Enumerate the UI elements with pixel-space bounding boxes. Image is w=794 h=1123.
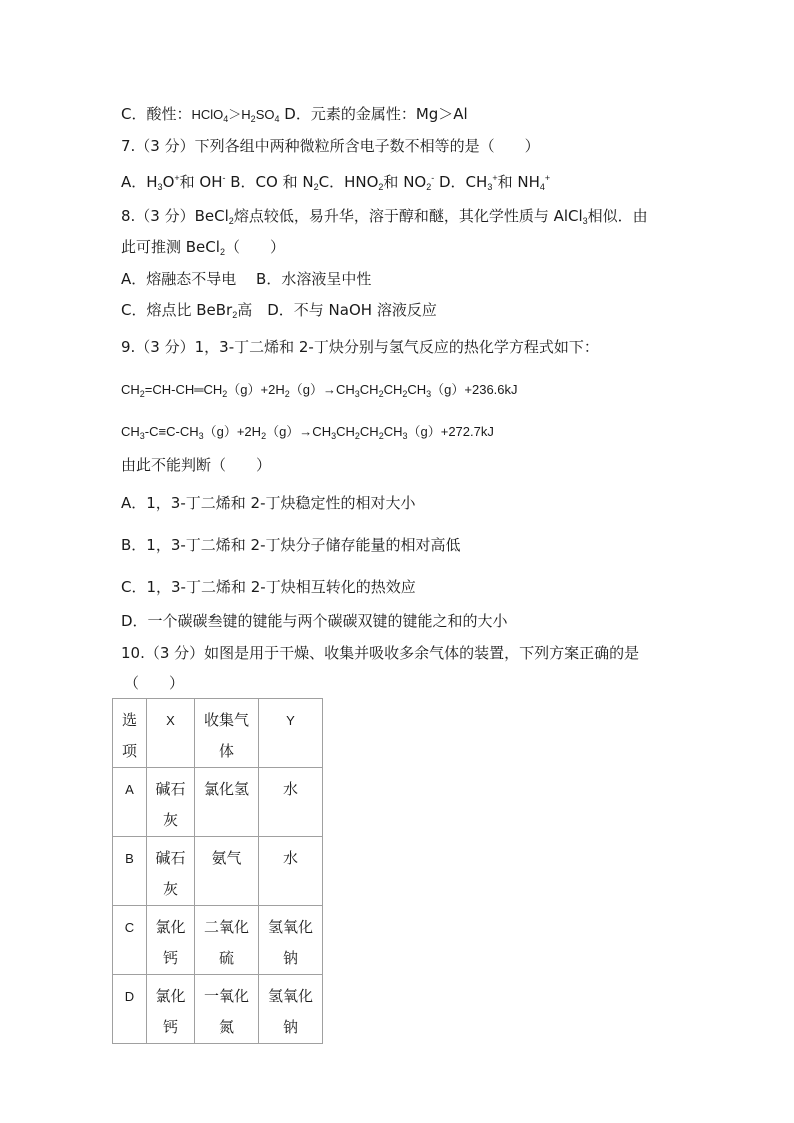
text: C．HNO xyxy=(318,173,379,191)
options-table-body xyxy=(113,699,323,1044)
text: 和 NO xyxy=(383,173,427,191)
text: 熔点较低，易升华，溶于醇和醚，其化学性质与 AlCl xyxy=(233,207,583,225)
formula: CH xyxy=(336,424,355,439)
cell-text: 一氧化 xyxy=(203,987,249,1005)
table-cell xyxy=(259,699,323,768)
superscript: - xyxy=(431,173,435,183)
table-cell xyxy=(147,975,195,1044)
question-8-options-cd xyxy=(121,300,437,320)
text: A．熔融态不导电 B．水溶液呈中性 xyxy=(121,270,372,288)
subscript: 2 xyxy=(261,431,267,441)
table-cell xyxy=(259,768,323,837)
question-7-title xyxy=(121,136,540,156)
text: 9.（3 分）1，3-丁二烯和 2-丁炔分别与氢气反应的热化学方程式如下： xyxy=(121,338,599,356)
option-line-6c xyxy=(121,104,468,125)
formula: （g）+2H xyxy=(203,424,262,439)
table-header-row xyxy=(113,699,323,768)
cell-text: 项 xyxy=(121,742,137,760)
question-9-option-d xyxy=(121,611,508,631)
question-9-stem xyxy=(121,455,271,475)
text: C．酸性： xyxy=(121,105,192,123)
table-row xyxy=(113,837,323,906)
formula: CH xyxy=(383,382,403,397)
table-cell xyxy=(147,906,195,975)
text: B．CO 和 N xyxy=(225,173,314,191)
table-cell xyxy=(195,837,259,906)
formula: CH xyxy=(407,382,427,397)
question-10-title xyxy=(121,643,639,663)
superscript: - xyxy=(222,173,226,183)
cell-text: A xyxy=(125,782,134,797)
subscript: 3 xyxy=(331,431,337,441)
table-cell xyxy=(259,906,323,975)
question-8-title-line1 xyxy=(121,206,648,226)
subscript: 2 xyxy=(232,310,238,320)
subscript: 2 xyxy=(426,182,432,192)
subscript: 2 xyxy=(354,431,360,441)
subscript: 3 xyxy=(426,389,432,399)
cell-text: 体 xyxy=(218,742,234,760)
formula: -C≡C-CH xyxy=(144,424,199,439)
text: D．CH xyxy=(434,173,488,191)
table-cell xyxy=(195,975,259,1044)
subscript: 2 xyxy=(378,182,384,192)
cell-text: 收集气 xyxy=(203,711,249,729)
text: （ ） xyxy=(124,674,185,692)
subscript: 4 xyxy=(223,114,229,124)
formula: HClO xyxy=(191,107,224,122)
subscript: 3 xyxy=(402,431,408,441)
cell-text: 氯化 xyxy=(155,918,186,936)
subscript: 3 xyxy=(487,182,493,192)
cell-text: X xyxy=(166,713,175,728)
cell-text: 灰 xyxy=(162,811,178,829)
subscript: 2 xyxy=(228,216,234,226)
text: 和 OH xyxy=(179,173,223,191)
superscript: + xyxy=(492,173,498,183)
table-row xyxy=(113,768,323,837)
table-row xyxy=(113,975,323,1044)
subscript: 3 xyxy=(198,431,204,441)
table-cell xyxy=(113,768,147,837)
formula: SO xyxy=(255,107,275,122)
formula: （g）+272.7kJ xyxy=(407,424,494,439)
formula: =CH-CH═CH xyxy=(144,382,223,397)
formula: CH xyxy=(359,424,379,439)
table-cell xyxy=(147,699,195,768)
subscript: 2 xyxy=(219,247,225,257)
cell-text: 钙 xyxy=(162,949,178,967)
subscript: 2 xyxy=(222,389,228,399)
text: O xyxy=(162,173,175,191)
question-9-option-c xyxy=(121,577,416,597)
text: C．熔点比 BeBr xyxy=(121,301,233,319)
subscript: 2 xyxy=(250,114,256,124)
subscript: 3 xyxy=(582,216,588,226)
cell-text: Y xyxy=(286,713,295,728)
subscript: 2 xyxy=(402,389,408,399)
text: A．H xyxy=(121,173,158,191)
formula: CH xyxy=(121,424,140,439)
text: A．1，3-丁二烯和 2-丁炔稳定性的相对大小 xyxy=(121,494,416,512)
subscript: 4 xyxy=(539,182,545,192)
text: 8.（3 分）BeCl xyxy=(121,207,229,225)
text: 此可推测 BeCl xyxy=(121,238,220,256)
subscript: 4 xyxy=(274,114,280,124)
superscript: + xyxy=(544,173,551,183)
text: 7.（3 分）下列各组中两种微粒所含电子数不相等的是（ ） xyxy=(121,137,540,155)
table-row xyxy=(113,906,323,975)
text: D．一个碳碳叁键的键能与两个碳碳双键的键能之和的大小 xyxy=(121,612,508,630)
table-cell xyxy=(195,699,259,768)
text: 由此不能判断（ ） xyxy=(121,456,272,474)
cell-text: C xyxy=(124,920,135,935)
cell-text: 氮 xyxy=(218,1018,234,1036)
formula: （g）→CH xyxy=(266,424,332,439)
options-table xyxy=(112,698,323,1044)
table-cell xyxy=(113,975,147,1044)
subscript: 2 xyxy=(313,182,319,192)
subscript: 2 xyxy=(378,389,384,399)
question-8-title-line2 xyxy=(121,237,285,257)
table-cell xyxy=(147,768,195,837)
cell-text: 氢氧化 xyxy=(267,918,313,936)
cell-text: 水 xyxy=(282,780,298,798)
text: 10.（3 分）如图是用于干燥、收集并吸收多余气体的装置，下列方案正确的是 xyxy=(121,644,640,662)
subscript: 2 xyxy=(284,389,290,399)
superscript: + xyxy=(174,173,180,183)
cell-text: 灰 xyxy=(162,880,178,898)
cell-text: 碱石 xyxy=(155,849,186,867)
question-10-answer-blank xyxy=(124,673,184,693)
equation-1 xyxy=(121,380,518,400)
cell-text: D xyxy=(124,989,135,1004)
question-9-option-b xyxy=(121,535,461,555)
cell-text: 二氧化 xyxy=(203,918,249,936)
formula: ＞H xyxy=(228,107,251,122)
cell-text: 水 xyxy=(282,849,298,867)
cell-text: 钠 xyxy=(282,1018,298,1036)
table-cell xyxy=(259,837,323,906)
table-cell xyxy=(195,906,259,975)
formula: （g）→CH xyxy=(289,382,355,397)
text: 和 NH xyxy=(497,173,540,191)
cell-text: 氨气 xyxy=(211,849,242,867)
text: D．元素的金属性：Mg＞Al xyxy=(279,105,468,123)
formula: （g）+236.6kJ xyxy=(431,382,518,397)
subscript: 3 xyxy=(157,182,163,192)
cell-text: 氯化氢 xyxy=(203,780,249,798)
formula: CH xyxy=(359,382,379,397)
subscript: 2 xyxy=(139,389,145,399)
formula: CH xyxy=(121,382,140,397)
question-9-title xyxy=(121,337,599,357)
question-8-options-ab xyxy=(121,269,371,289)
cell-text: 钙 xyxy=(162,1018,178,1036)
cell-text: 选 xyxy=(121,711,137,729)
text: 高 D．不与 NaOH 溶液反应 xyxy=(237,301,437,319)
table-cell xyxy=(147,837,195,906)
equation-2 xyxy=(121,422,494,442)
table-cell xyxy=(259,975,323,1044)
formula: （g）+2H xyxy=(227,382,285,397)
table-cell xyxy=(113,906,147,975)
subscript: 3 xyxy=(139,431,145,441)
cell-text: 氯化 xyxy=(155,987,186,1005)
formula: CH xyxy=(383,424,403,439)
table-cell xyxy=(195,768,259,837)
cell-text: 氢氧化 xyxy=(267,987,313,1005)
text: 相似．由 xyxy=(587,207,648,225)
text: （ ） xyxy=(224,238,285,256)
text: C．1，3-丁二烯和 2-丁炔相互转化的热效应 xyxy=(121,578,416,596)
cell-text: 钠 xyxy=(282,949,298,967)
question-7-options xyxy=(121,172,550,192)
question-9-option-a xyxy=(121,493,416,513)
table-cell xyxy=(113,837,147,906)
subscript: 2 xyxy=(378,431,384,441)
cell-text: 碱石 xyxy=(155,780,186,798)
text: B．1，3-丁二烯和 2-丁炔分子储存能量的相对高低 xyxy=(121,536,461,554)
cell-text: 硫 xyxy=(218,949,234,967)
cell-text: B xyxy=(125,851,134,866)
table-cell xyxy=(113,699,147,768)
subscript: 3 xyxy=(354,389,360,399)
